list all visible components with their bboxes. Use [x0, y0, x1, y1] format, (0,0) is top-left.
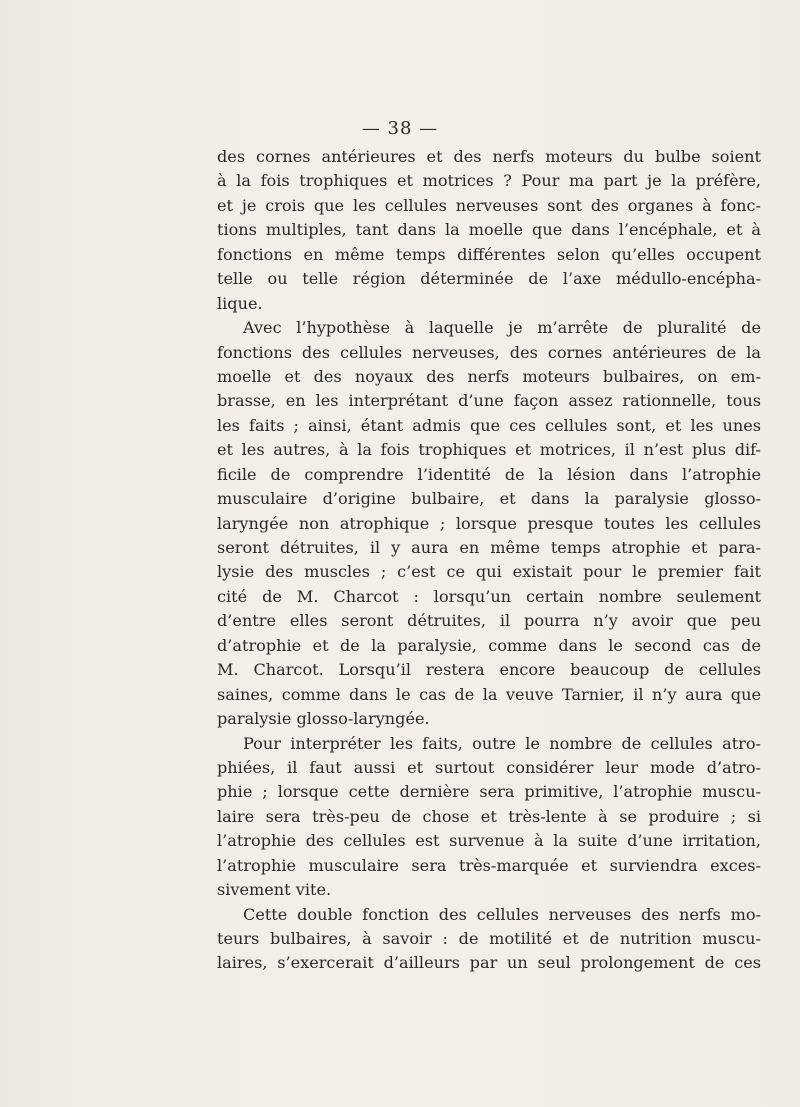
text-line: sivement vite.: [217, 880, 332, 900]
body-text: [217, 145, 761, 976]
text-line: phie ; lorsque cette dernière sera primitive, l’atrophie muscu-: [217, 782, 761, 802]
text-line: laires, s’exercerait d’ailleurs par un seul prolongement de ces: [217, 953, 761, 973]
paragraph-start-line: Avec l’hypothèse à laquelle je m’arrête de pluralité de: [243, 318, 761, 338]
text-line: l’atrophie musculaire sera très-marquée et surviendra exces-: [217, 855, 761, 875]
text-line: telle ou telle région déterminée de l’axe médullo-encépha-: [217, 269, 761, 289]
text-line: l’atrophie des cellules est survenue à la suite d’une irritation,: [217, 831, 761, 851]
text-line: et je crois que les cellules nerveuses sont des organes à fonc-: [217, 195, 761, 215]
text-line: et les autres, à la fois trophiques et motrices, il n’est plus dif-: [217, 440, 761, 460]
paragraph-start-line: Pour interpréter les faits, outre le nombre de cellules atro-: [243, 733, 761, 753]
text-line: les faits ; ainsi, étant admis que ces cellules sont, et les unes: [217, 415, 761, 435]
text-line: phiées, il faut aussi et surtout considérer leur mode d’atro-: [217, 757, 761, 777]
text-line: teurs bulbaires, à savoir : de motilité et de nutrition muscu-: [217, 929, 761, 948]
text-line: d’atrophie et de la paralysie, comme dans le second cas de: [217, 635, 761, 655]
text-line: brasse, en les interprétant d’une façon assez rationnelle, tous: [217, 391, 761, 411]
text-line: lique.: [217, 293, 263, 313]
text-line: des cornes antérieures et des nerfs moteurs du bulbe soient: [217, 147, 761, 166]
text-line: lysie des muscles ; c’est ce qui existait pour le premier fait: [217, 562, 761, 582]
text-line: tions multiples, tant dans la moelle que dans l’encéphale, et à: [217, 220, 761, 240]
text-line: laryngée non atrophique ; lorsque presque toutes les cellules: [217, 513, 761, 533]
text-line: paralysie glosso-laryngée.: [217, 709, 430, 729]
text-line: fonctions des cellules nerveuses, des cornes antérieures de la: [217, 342, 761, 362]
text-line: seront détruites, il y aura en même temps atrophie et para-: [217, 538, 761, 557]
text-line: d’entre elles seront détruites, il pourra n’y avoir que peu: [217, 611, 761, 631]
text-line: à la fois trophiques et motrices ? Pour ma part je la préfère,: [217, 171, 761, 191]
paragraph-start-line: Cette double fonction des cellules nerveuses des nerfs mo-: [243, 904, 761, 924]
text-line: fonctions en même temps différentes selon qu’elles occupent: [217, 244, 761, 264]
text-line: saines, comme dans le cas de la veuve Tarnier, il n’y aura que: [217, 684, 761, 704]
text-line: cité de M. Charcot : lorsqu’un certain nombre seulement: [217, 586, 761, 606]
text-line: laire sera très-peu de chose et très-lente à se produire ; si: [217, 806, 761, 826]
text-line: musculaire d’origine bulbaire, et dans la paralysie glosso-: [217, 489, 761, 509]
text-line: M. Charcot. Lorsqu’il restera encore beaucoup de cellules: [217, 660, 761, 680]
text-line: moelle et des noyaux des nerfs moteurs bulbaires, on em-: [217, 366, 761, 386]
page-number: — 38 —: [361, 118, 439, 139]
text-line: ficile de comprendre l’identité de la lésion dans l’atrophie: [217, 464, 761, 484]
